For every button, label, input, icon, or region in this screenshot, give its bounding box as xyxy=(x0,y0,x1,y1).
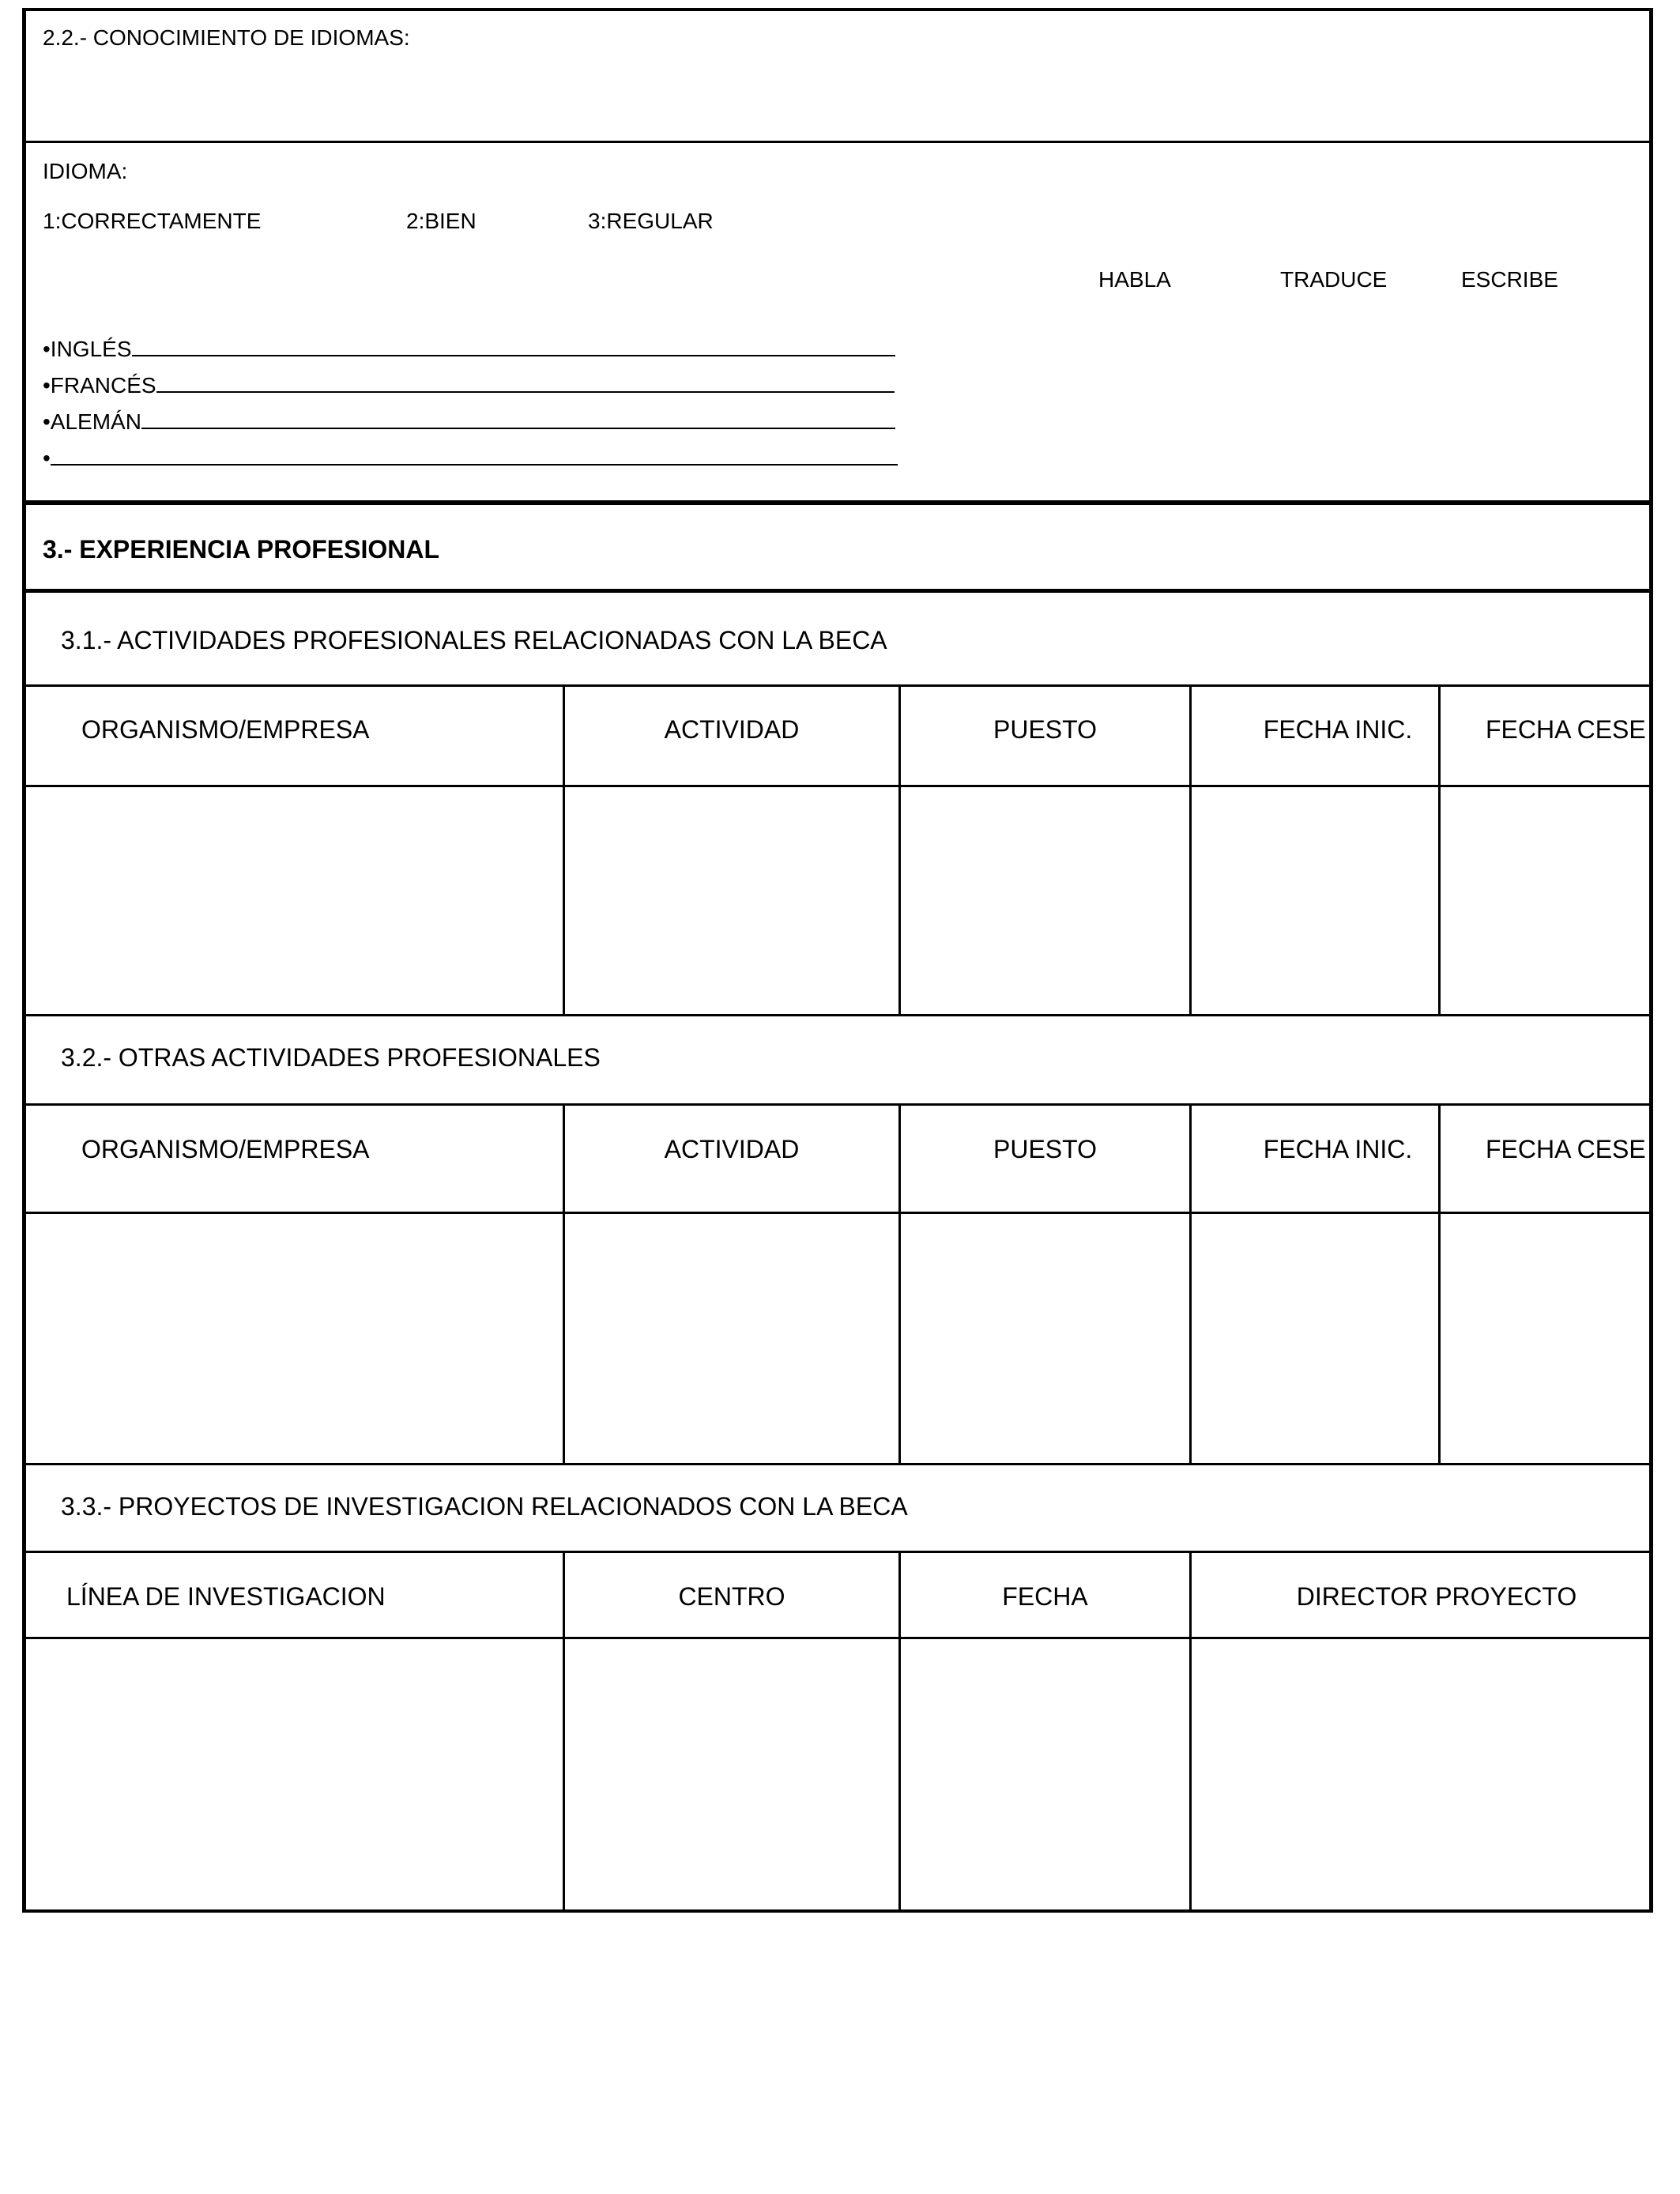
header-fecha-inic: FECHA INIC. xyxy=(1263,1135,1413,1163)
table-row[interactable] xyxy=(26,1214,1649,1463)
language-input-line[interactable] xyxy=(51,442,898,466)
languages-title: 2.2.- CONOCIMIENTO DE IDIOMAS: xyxy=(43,25,410,50)
language-label-frances: •FRANCÉS xyxy=(43,373,156,398)
divider xyxy=(22,1103,1653,1106)
language-row-aleman xyxy=(43,405,895,433)
header-centro: CENTRO xyxy=(678,1582,785,1611)
language-row-other xyxy=(43,442,898,469)
language-input-line[interactable] xyxy=(141,405,895,429)
table-row[interactable] xyxy=(26,787,1649,1014)
language-input-line[interactable] xyxy=(132,333,895,356)
scale-correctamente: 1:CORRECTAMENTE xyxy=(43,209,262,233)
language-row-ingles xyxy=(43,333,895,360)
language-label-ingles: •INGLÉS xyxy=(43,337,132,361)
header-linea-investigacion: LÍNEA DE INVESTIGACION xyxy=(66,1582,386,1611)
header-organismo: ORGANISMO/EMPRESA xyxy=(81,1135,370,1163)
header-organismo: ORGANISMO/EMPRESA xyxy=(81,715,370,744)
language-row-frances xyxy=(43,369,895,397)
header-actividad: ACTIVIDAD xyxy=(664,715,800,744)
experience-title: 3.- EXPERIENCIA PROFESIONAL xyxy=(43,535,439,564)
header-puesto: PUESTO xyxy=(993,715,1097,744)
scale-bien: 2:BIEN xyxy=(406,209,477,233)
section-3-3-title: 3.3.- PROYECTOS DE INVESTIGACION RELACIONADOS CON LA BECA xyxy=(61,1492,908,1521)
divider xyxy=(22,1463,1653,1465)
language-label-aleman: •ALEMÁN xyxy=(43,409,141,434)
section-3-2-title: 3.2.- OTRAS ACTIVIDADES PROFESIONALES xyxy=(61,1043,601,1072)
divider xyxy=(22,141,1653,143)
section-3-1-title: 3.1.- ACTIVIDADES PROFESIONALES RELACIONADAS CON LA BECA xyxy=(61,626,887,654)
header-director-proyecto: DIRECTOR PROYECTO xyxy=(1296,1582,1577,1611)
header-fecha: FECHA xyxy=(1002,1582,1088,1611)
table-row[interactable] xyxy=(26,1639,1649,1908)
divider xyxy=(22,589,1653,593)
header-fecha-cese: FECHA CESE xyxy=(1486,1135,1646,1163)
skill-traduce: TRADUCE xyxy=(1280,267,1388,292)
header-actividad: ACTIVIDAD xyxy=(664,1135,800,1163)
divider xyxy=(22,684,1653,687)
divider xyxy=(22,1551,1653,1553)
language-input-line[interactable] xyxy=(156,369,895,393)
header-puesto: PUESTO xyxy=(993,1135,1097,1163)
divider xyxy=(22,500,1653,505)
skill-escribe: ESCRIBE xyxy=(1461,267,1558,292)
idioma-label: IDIOMA: xyxy=(43,159,128,183)
header-fecha-inic: FECHA INIC. xyxy=(1263,715,1413,744)
skill-habla: HABLA xyxy=(1098,267,1171,292)
language-label-other: • xyxy=(43,446,51,470)
divider xyxy=(22,1014,1653,1016)
scale-regular: 3:REGULAR xyxy=(588,209,714,233)
header-fecha-cese: FECHA CESE xyxy=(1486,715,1646,744)
